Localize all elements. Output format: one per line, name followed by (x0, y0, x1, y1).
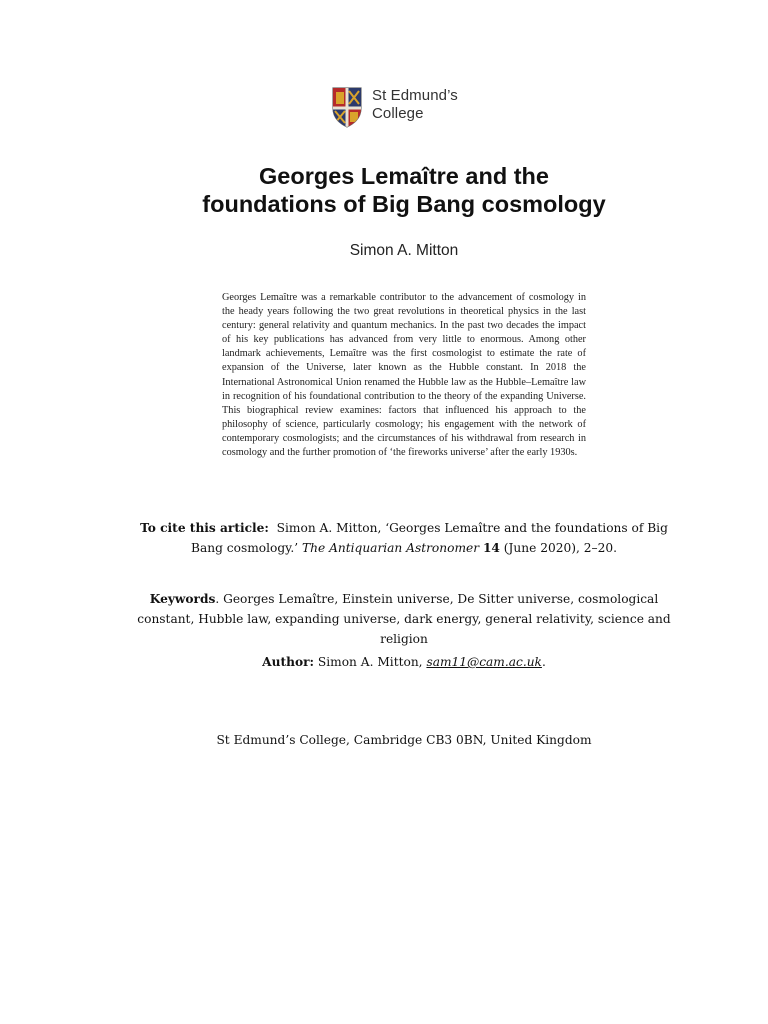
college-logo (331, 86, 491, 130)
college-name-line1: St Edmund’s (372, 87, 458, 104)
author-email-link[interactable]: sam11@cam.ac.uk (426, 655, 542, 669)
citation-journal: The Antiquarian Astronomer (302, 541, 480, 555)
author-contact-label: Author: (262, 655, 315, 669)
college-name-line2: College (372, 105, 424, 122)
shield-crest-icon (331, 86, 363, 128)
keywords-block (130, 589, 678, 649)
author-contact-trailing: . (541, 655, 546, 669)
citation-pages: (June 2020), 2–20. (503, 541, 617, 555)
author-contact-name: Simon A. Mitton, (317, 655, 423, 669)
keywords-label: Keywords (149, 592, 216, 606)
college-name (372, 87, 458, 123)
article-title-line1: Georges Lemaître and the (259, 163, 549, 189)
citation-volume: 14 (482, 541, 500, 555)
citation-block (130, 518, 678, 558)
college-address: St Edmund’s College, Cambridge CB3 0BN, United Kingdom (216, 733, 592, 747)
citation-text: Simon A. Mitton, ‘Georges Lemaître and the foundations of Big Bang cosmology.’ (191, 521, 668, 555)
article-title (140, 162, 668, 218)
author-contact (130, 652, 678, 672)
article-title-line2: foundations of Big Bang cosmology (202, 191, 606, 217)
abstract-text: Georges Lemaître was a remarkable contributor to the advancement of cosmology in the heady years following the two great revolutions in theoretical physics in the last century: general relativity and quantum mechanics. In the past two decades the impact of his key publications has advanced from very little to enormous. Among other landmark achievements, Lemaître was the first cosmologist to estimate the rate of expansion of the Universe, later known as the Hubble constant. In 2018 the International Astronomical Union renamed the Hubble law as the Hubble–Lemaître law in recognition of his foundational contribution to the theory of the expanding Universe. This biographical review examines: factors that influenced his approach to the philosophy of science, particularly cosmology; his engagement with the network of contemporary cosmologists; and the circumstances of his withdrawal from research in cosmology and the further promotion of ‘the fireworks universe’ after the early 1930s. (222, 292, 586, 459)
author-name: Simon A. Mitton (349, 242, 459, 259)
citation-label: To cite this article: (140, 521, 269, 535)
keywords-text: . Georges Lemaître, Einstein universe, De Sitter universe, cosmological constant, Hubble law, expanding universe, dark energy, general relativity, science and religion (137, 592, 671, 646)
